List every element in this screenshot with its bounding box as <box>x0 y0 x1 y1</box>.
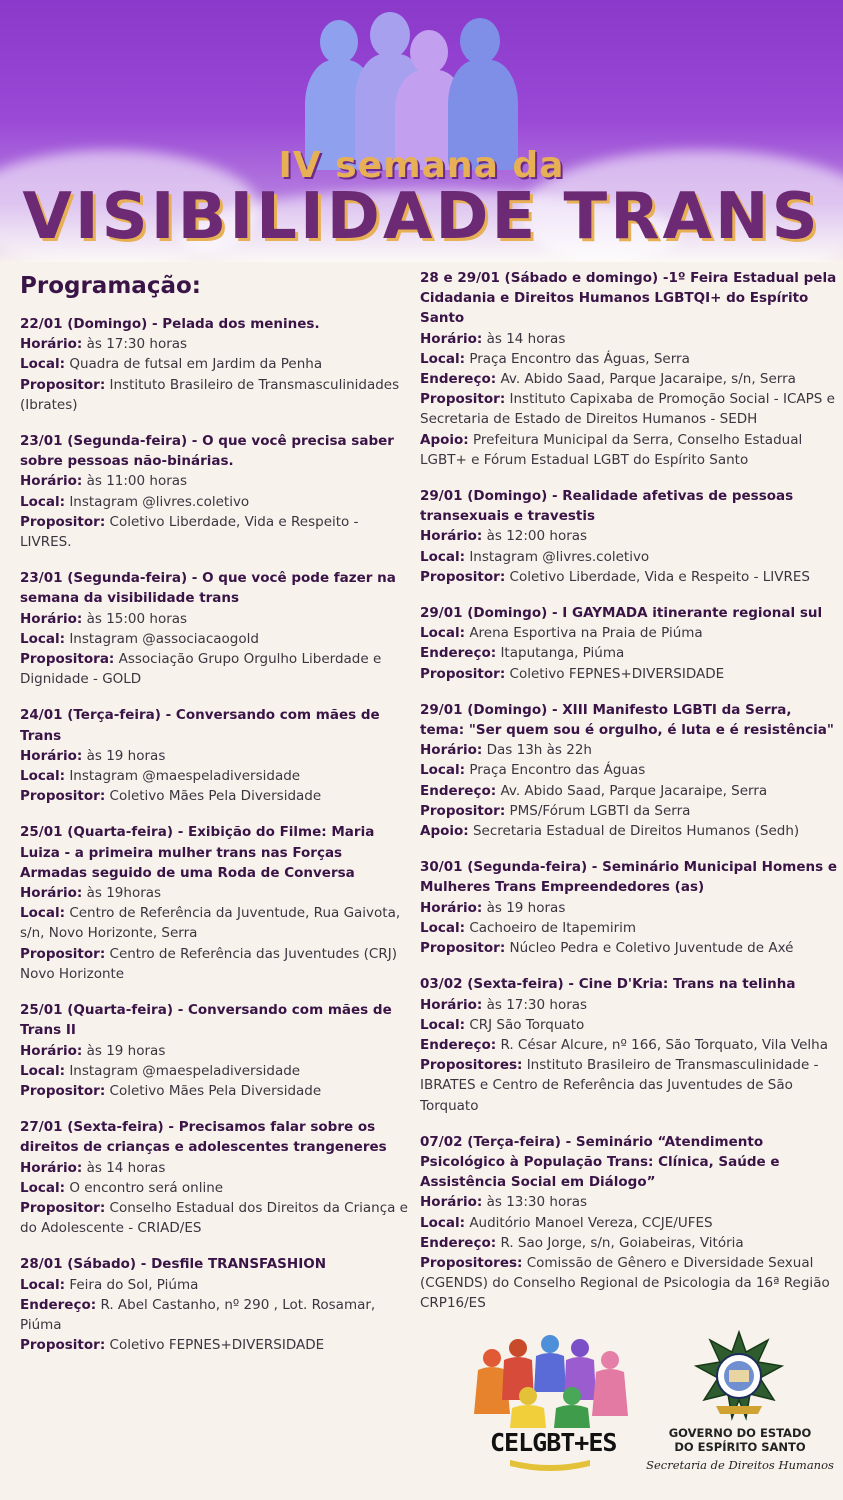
event-detail-line <box>20 1295 412 1335</box>
event-detail-label: Horário: <box>20 610 83 627</box>
event-title: 23/01 (Segunda-feira) - O que você precisa saber sobre pessoas não-binárias. <box>20 433 394 470</box>
event-detail-value: às 14 horas <box>86 1159 166 1176</box>
event-detail-value: Instagram @associacaogold <box>69 630 259 647</box>
event-detail-label: Horário: <box>420 330 483 347</box>
event-detail-line <box>20 492 412 512</box>
event-detail-value: Av. Abido Saad, Parque Jacaraipe, s/n, Serra <box>500 371 796 388</box>
event-item <box>420 700 838 841</box>
event-detail-line <box>20 883 412 903</box>
event-detail-label: Propositora: <box>20 651 115 668</box>
event-detail-line <box>20 1061 412 1081</box>
event-title: 30/01 (Segunda-feira) - Seminário Municipal Homens e Mulheres Trans Empreendedores (as) <box>420 859 837 896</box>
celgbt-logo-text: CELGBT+ES <box>490 1428 617 1457</box>
event-detail-label: Local: <box>20 768 66 785</box>
event-detail-line <box>420 369 838 389</box>
event-item <box>420 268 838 470</box>
event-detail-line <box>420 918 838 938</box>
event-detail-line <box>420 349 838 369</box>
event-detail-line <box>420 1015 838 1035</box>
header-banner <box>0 0 843 262</box>
event-item <box>420 486 838 587</box>
event-detail-label: Local: <box>420 1016 466 1033</box>
event-detail-value: R. Abel Castanho, nº 290 , Lot. Rosamar, Piúma <box>20 1296 376 1333</box>
event-detail-label: Propositor: <box>20 1082 106 1099</box>
event-detail-label: Local: <box>420 762 466 779</box>
event-item <box>420 857 838 958</box>
event-detail-label: Horário: <box>420 1194 483 1211</box>
event-detail-value: Núcleo Pedra e Coletivo Juventude de Axé <box>509 940 794 957</box>
celgbt-logo-icon <box>470 1330 635 1480</box>
event-detail-line <box>420 664 838 684</box>
event-detail-label: Horário: <box>420 996 483 1013</box>
event-detail-value: PMS/Fórum LGBTI da Serra <box>509 802 691 819</box>
event-detail-label: Endereço: <box>420 1036 497 1053</box>
event-detail-line <box>420 329 838 349</box>
event-detail-label: Propositor: <box>20 376 106 393</box>
event-detail-label: Local: <box>20 493 66 510</box>
event-detail-value: Feira do Sol, Piúma <box>69 1276 199 1293</box>
event-detail-label: Horário: <box>420 528 483 545</box>
event-detail-label: Local: <box>420 919 466 936</box>
event-detail-line <box>20 944 412 984</box>
event-detail-line <box>420 781 838 801</box>
gov-name-line2: DO ESPÍRITO SANTO <box>674 1440 806 1454</box>
event-detail-value: Coletivo FEPNES+DIVERSIDADE <box>109 1337 325 1354</box>
event-item <box>20 314 412 415</box>
event-detail-label: Propositor: <box>20 945 106 962</box>
event-title: 07/02 (Terça-feira) - Seminário “Atendimento Psicológico à População Trans: Clínica, Saúde e Assistência Social em Diálogo” <box>420 1133 780 1191</box>
event-detail-line <box>420 938 838 958</box>
event-detail-value: Instituto Brasileiro de Transmasculinidades (Ibrates) <box>20 376 400 413</box>
event-detail-label: Local: <box>20 905 66 922</box>
schedule-left-column <box>20 270 412 1371</box>
event-detail-value: às 12:00 horas <box>486 528 588 545</box>
event-detail-line <box>420 547 838 567</box>
event-detail-value: às 17:30 horas <box>86 336 188 353</box>
event-title: 29/01 (Domingo) - Realidade afetivas de pessoas transexuais e travestis <box>420 488 794 525</box>
event-title: 28 e 29/01 (Sábado e domingo) -1º Feira Estadual pela Cidadania e Direitos Humanos LGBTQI+ do Espírito Santo <box>420 270 837 327</box>
event-detail-label: Horário: <box>20 1042 83 1059</box>
event-detail-line <box>20 649 412 689</box>
event-detail-value: Instagram @livres.coletivo <box>469 548 650 565</box>
event-detail-line <box>20 609 412 629</box>
schedule-right-column <box>420 268 838 1330</box>
event-detail-value: Instagram @livres.coletivo <box>69 493 250 510</box>
event-detail-line <box>420 801 838 821</box>
event-detail-line <box>20 1158 412 1178</box>
event-detail-value: Praça Encontro das Águas <box>469 762 646 779</box>
event-title: 29/01 (Domingo) - XIII Manifesto LGBTI da Serra, tema: "Ser quem sou é orgulho, é luta e é resistência" <box>420 701 834 739</box>
event-detail-value: às 11:00 horas <box>86 473 188 490</box>
gov-name-line1: GOVERNO DO ESTADO <box>668 1426 812 1440</box>
event-detail-line <box>420 1055 838 1116</box>
event-detail-label: Horário: <box>420 899 483 916</box>
event-detail-value: Prefeitura Municipal da Serra, Conselho Estadual LGBT+ e Fórum Estadual LGBT do Espírito Santo <box>420 431 803 468</box>
event-detail-label: Propositor: <box>420 940 506 957</box>
event-detail-label: Local: <box>20 630 66 647</box>
event-detail-value: CRJ São Torquato <box>469 1016 585 1033</box>
event-detail-value: Coletivo Liberdade, Vida e Respeito - LIVRES <box>509 568 810 585</box>
event-detail-value: Coletivo FEPNES+DIVERSIDADE <box>509 665 725 682</box>
event-detail-value: Cachoeiro de Itapemirim <box>469 919 637 936</box>
event-detail-label: Propositor: <box>420 568 506 585</box>
event-detail-line <box>420 389 838 429</box>
event-detail-value: às 14 horas <box>486 330 566 347</box>
programacao-heading: Programação: <box>20 273 201 299</box>
event-detail-line <box>20 1198 412 1238</box>
event-detail-label: Endereço: <box>420 782 497 799</box>
event-item <box>20 822 412 984</box>
event-detail-value: Centro de Referência da Juventude, Rua Gaivota, s/n, Novo Horizonte, Serra <box>20 905 401 942</box>
event-detail-label: Local: <box>20 1276 66 1293</box>
event-item <box>420 974 838 1115</box>
event-subtitle: IV semana da <box>278 145 565 186</box>
event-detail-label: Propositor: <box>420 802 506 819</box>
event-detail-value: R. César Alcure, nº 166, São Torquato, Vila Velha <box>500 1036 829 1053</box>
event-item <box>420 1132 838 1314</box>
event-detail-value: Das 13h às 22h <box>486 742 592 759</box>
event-item <box>20 1000 412 1101</box>
event-detail-line <box>20 903 412 943</box>
event-detail-line <box>20 1041 412 1061</box>
event-detail-label: Local: <box>20 1062 66 1079</box>
event-title: 27/01 (Sexta-feira) - Precisamos falar sobre os direitos de crianças e adolescentes trangeneres <box>20 1119 387 1156</box>
event-detail-line <box>20 354 412 374</box>
event-detail-value: Comissão de Gênero e Diversidade Sexual (CGENDS) do Conselho Regional de Psicologia da 16ª Região CRP16/ES <box>420 1254 830 1312</box>
event-detail-line <box>420 821 838 841</box>
event-detail-label: Propositor: <box>420 665 506 682</box>
event-detail-value: às 19 horas <box>86 1042 166 1059</box>
event-detail-value: Av. Abido Saad, Parque Jacaraipe, Serra <box>500 782 768 799</box>
event-detail-label: Apoio: <box>420 431 469 448</box>
event-detail-line <box>20 766 412 786</box>
event-title: 23/01 (Segunda-feira) - O que você pode fazer na semana da visibilidade trans <box>20 570 396 607</box>
event-detail-label: Endereço: <box>420 645 497 662</box>
event-detail-value: Coletivo Mães Pela Diversidade <box>109 1082 322 1099</box>
event-detail-line <box>420 1192 838 1212</box>
event-detail-label: Propositor: <box>20 788 106 805</box>
event-detail-line <box>420 1213 838 1233</box>
event-item <box>20 568 412 689</box>
event-detail-label: Horário: <box>20 473 83 490</box>
event-detail-line <box>420 526 838 546</box>
event-detail-label: Local: <box>20 356 66 373</box>
event-item <box>20 431 412 552</box>
event-detail-value: Itaputanga, Piúma <box>500 645 625 662</box>
event-detail-line <box>420 623 838 643</box>
event-list-left <box>20 314 412 1355</box>
event-detail-line <box>20 471 412 491</box>
event-detail-line <box>20 334 412 354</box>
event-title: 29/01 (Domingo) - I GAYMADA itinerante regional sul <box>420 605 823 622</box>
event-detail-label: Local: <box>20 1179 66 1196</box>
event-detail-line <box>420 1035 838 1055</box>
event-detail-line <box>20 786 412 806</box>
event-detail-label: Endereço: <box>20 1296 97 1313</box>
event-detail-label: Horário: <box>20 336 83 353</box>
event-detail-value: às 19 horas <box>486 899 566 916</box>
event-detail-label: Apoio: <box>420 823 469 840</box>
event-detail-value: Praça Encontro das Águas, Serra <box>469 350 690 367</box>
event-title: 28/01 (Sábado) - Desfile TRANSFASHION <box>20 1256 326 1273</box>
event-title: VISIBILIDADE TRANS <box>22 180 821 254</box>
event-detail-value: Quadra de futsal em Jardim da Penha <box>69 356 323 373</box>
event-detail-value: às 15:00 horas <box>86 610 188 627</box>
event-detail-line <box>20 512 412 552</box>
event-detail-label: Propositores: <box>420 1057 523 1074</box>
event-detail-line <box>20 375 412 415</box>
event-detail-line <box>420 643 838 663</box>
event-detail-label: Propositor: <box>20 1199 106 1216</box>
event-detail-label: Local: <box>420 1214 466 1231</box>
event-detail-value: Arena Esportiva na Praia de Piúma <box>469 625 703 642</box>
event-detail-label: Propositor: <box>20 1337 106 1354</box>
event-item <box>20 705 412 806</box>
event-detail-line <box>20 1275 412 1295</box>
event-detail-label: Local: <box>420 625 466 642</box>
event-detail-value: Coletivo Mães Pela Diversidade <box>109 788 322 805</box>
gov-secretariat: Secretaria de Direitos Humanos <box>646 1458 834 1472</box>
event-detail-label: Local: <box>420 548 466 565</box>
event-detail-label: Endereço: <box>420 371 497 388</box>
event-detail-value: R. Sao Jorge, s/n, Goiabeiras, Vitória <box>500 1234 744 1251</box>
event-detail-line <box>20 1081 412 1101</box>
event-detail-label: Propositores: <box>420 1254 523 1271</box>
event-detail-label: Horário: <box>20 885 83 902</box>
event-detail-line <box>420 740 838 760</box>
event-detail-value: Instagram @maespeladiversidade <box>69 1062 301 1079</box>
event-item <box>420 603 838 684</box>
event-detail-value: Centro de Referência das Juventudes (CRJ) Novo Horizonte <box>20 945 397 982</box>
event-detail-line <box>420 898 838 918</box>
event-detail-label: Propositor: <box>420 391 506 408</box>
event-detail-line <box>20 746 412 766</box>
event-detail-line <box>420 760 838 780</box>
event-detail-value: Secretaria Estadual de Direitos Humanos (Sedh) <box>472 823 800 840</box>
event-detail-value: Instituto Capixaba de Promoção Social - ICAPS e Secretaria de Estado de Direitos Humanos - SEDH <box>420 391 835 428</box>
event-title: 24/01 (Terça-feira) - Conversando com mães de Trans <box>20 707 380 744</box>
sponsor-logos <box>470 1330 840 1495</box>
event-detail-value: Conselho Estadual dos Direitos da Criança e do Adolescente - CRIAD/ES <box>20 1199 408 1237</box>
event-detail-line <box>20 1335 412 1355</box>
event-detail-label: Local: <box>420 350 466 367</box>
event-item <box>20 1117 412 1238</box>
event-list-right <box>420 268 838 1314</box>
event-detail-label: Endereço: <box>420 1234 497 1251</box>
event-detail-value: Instituto Brasileiro de Transmasculinidade - IBRATES e Centro de Referência das Juventudes de São Torquato <box>420 1057 819 1114</box>
event-detail-line <box>420 430 838 470</box>
event-detail-value: às 17:30 horas <box>486 996 588 1013</box>
event-title: 25/01 (Quarta-feira) - Conversando com mães de Trans II <box>20 1002 392 1039</box>
event-detail-value: às 19 horas <box>86 747 166 764</box>
event-detail-value: Auditório Manoel Vereza, CCJE/UFES <box>469 1214 713 1231</box>
event-detail-line <box>420 1253 838 1314</box>
event-detail-value: às 13:30 horas <box>486 1194 588 1211</box>
event-detail-label: Horário: <box>20 747 83 764</box>
espirito-santo-coat-of-arms-icon <box>694 1330 784 1422</box>
event-detail-line <box>420 1233 838 1253</box>
event-item <box>20 1254 412 1355</box>
event-title: 22/01 (Domingo) - Pelada dos menines. <box>20 316 320 332</box>
event-detail-value: Instagram @maespeladiversidade <box>69 768 301 785</box>
event-detail-line <box>420 995 838 1015</box>
event-detail-value: Associação Grupo Orgulho Liberdade e Dignidade - GOLD <box>20 651 382 688</box>
event-detail-value: às 19horas <box>86 885 162 902</box>
event-detail-line <box>420 567 838 587</box>
event-detail-label: Horário: <box>420 742 483 759</box>
event-detail-value: Coletivo Liberdade, Vida e Respeito - LIVRES. <box>20 513 359 551</box>
event-detail-label: Propositor: <box>20 513 106 530</box>
event-title: 03/02 (Sexta-feira) - Cine D'Kria: Trans na telinha <box>420 976 796 993</box>
event-detail-line <box>20 1178 412 1198</box>
event-title: 25/01 (Quarta-feira) - Exibição do Filme: Maria Luiza - a primeira mulher trans nas Forças Armadas seguido de uma Roda de Conversa <box>20 824 375 881</box>
event-detail-label: Horário: <box>20 1159 83 1176</box>
event-detail-value: O encontro será online <box>69 1179 224 1196</box>
event-detail-line <box>20 629 412 649</box>
